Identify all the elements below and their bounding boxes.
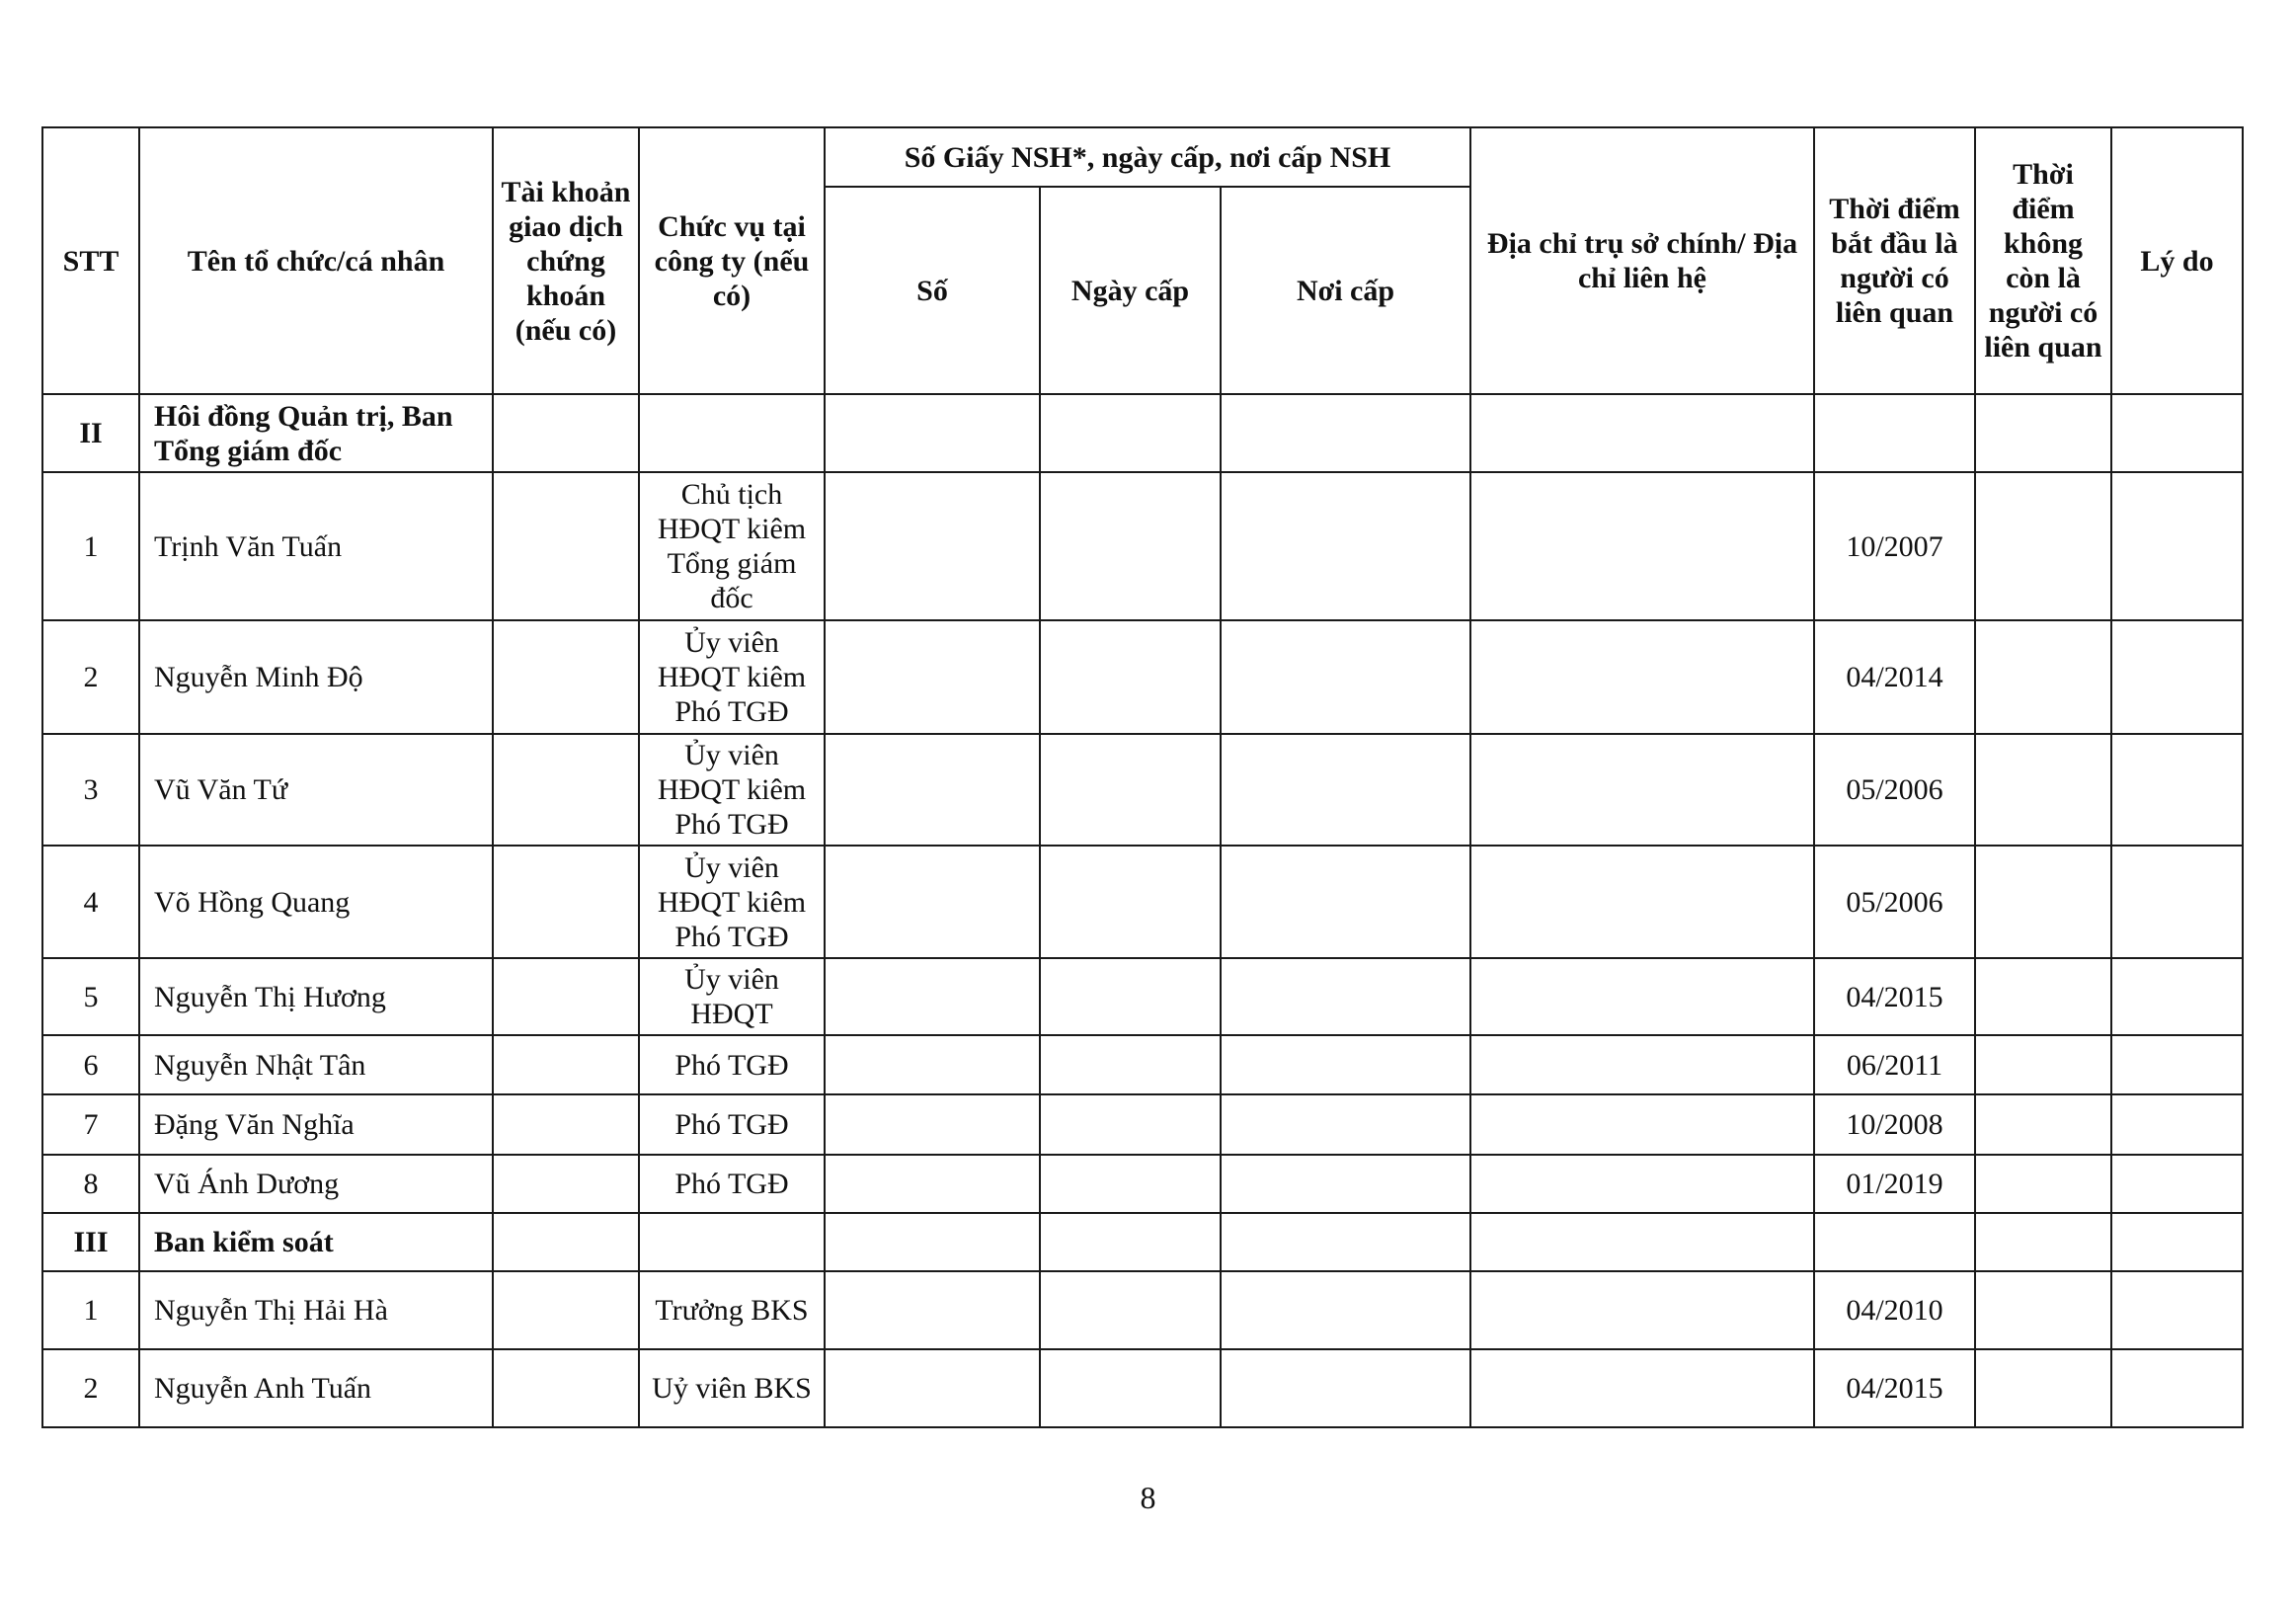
table-row bbox=[42, 734, 2243, 846]
cell-start-time: 01/2019 bbox=[1814, 1155, 1975, 1213]
cell-position: Phó TGĐ bbox=[639, 1094, 825, 1155]
cell-nsh-date bbox=[1040, 620, 1221, 734]
table-row bbox=[42, 1035, 2243, 1094]
cell-address bbox=[1470, 1155, 1814, 1213]
cell-nsh-place bbox=[1221, 394, 1470, 472]
cell-end-time bbox=[1975, 846, 2111, 958]
cell-nsh-date bbox=[1040, 1213, 1221, 1271]
page-number: 8 bbox=[1140, 1480, 1156, 1515]
cell-stt: 7 bbox=[42, 1094, 139, 1155]
cell-reason bbox=[2111, 1349, 2243, 1427]
cell-position: Ủy viên HĐQT bbox=[639, 958, 825, 1035]
header-start-time: Thời điểm bắt đầu là người có liên quan bbox=[1814, 127, 1975, 394]
cell-nsh-date bbox=[1040, 1271, 1221, 1349]
cell-name: Nguyễn Thị Hương bbox=[139, 958, 493, 1035]
cell-nsh-place bbox=[1221, 1349, 1470, 1427]
cell-account bbox=[493, 620, 639, 734]
cell-end-time bbox=[1975, 1271, 2111, 1349]
cell-start-time: 04/2010 bbox=[1814, 1271, 1975, 1349]
cell-reason bbox=[2111, 1155, 2243, 1213]
cell-start-time: 06/2011 bbox=[1814, 1035, 1975, 1094]
cell-account bbox=[493, 1094, 639, 1155]
cell-end-time bbox=[1975, 734, 2111, 846]
cell-address bbox=[1470, 1271, 1814, 1349]
cell-account bbox=[493, 846, 639, 958]
cell-nsh-place bbox=[1221, 620, 1470, 734]
cell-account bbox=[493, 958, 639, 1035]
cell-stt: 5 bbox=[42, 958, 139, 1035]
table-row bbox=[42, 958, 2243, 1035]
cell-nsh-date bbox=[1040, 734, 1221, 846]
cell-end-time bbox=[1975, 1349, 2111, 1427]
cell-account bbox=[493, 1155, 639, 1213]
header-nsh-date: Ngày cấp bbox=[1040, 187, 1221, 394]
cell-reason bbox=[2111, 1271, 2243, 1349]
cell-nsh-place bbox=[1221, 1155, 1470, 1213]
cell-reason bbox=[2111, 846, 2243, 958]
cell-end-time bbox=[1975, 472, 2111, 620]
cell-end-time bbox=[1975, 620, 2111, 734]
cell-name: Hôi đồng Quản trị, Ban Tổng giám đốc bbox=[139, 394, 493, 472]
cell-nsh-number bbox=[825, 1155, 1040, 1213]
header-stt: STT bbox=[42, 127, 139, 394]
cell-stt: 4 bbox=[42, 846, 139, 958]
cell-name: Nguyễn Anh Tuấn bbox=[139, 1349, 493, 1427]
cell-stt: 1 bbox=[42, 472, 139, 620]
cell-address bbox=[1470, 620, 1814, 734]
cell-reason bbox=[2111, 1094, 2243, 1155]
cell-reason bbox=[2111, 734, 2243, 846]
cell-nsh-number bbox=[825, 394, 1040, 472]
cell-nsh-number bbox=[825, 620, 1040, 734]
cell-end-time bbox=[1975, 1155, 2111, 1213]
header-nsh-number: Số bbox=[825, 187, 1040, 394]
cell-start-time: 05/2006 bbox=[1814, 734, 1975, 846]
cell-nsh-number bbox=[825, 1213, 1040, 1271]
cell-end-time bbox=[1975, 1035, 2111, 1094]
cell-account bbox=[493, 472, 639, 620]
header-name: Tên tổ chức/cá nhân bbox=[139, 127, 493, 394]
cell-end-time bbox=[1975, 958, 2111, 1035]
cell-stt: 3 bbox=[42, 734, 139, 846]
cell-start-time bbox=[1814, 1213, 1975, 1271]
table-row bbox=[42, 1349, 2243, 1427]
cell-nsh-place bbox=[1221, 958, 1470, 1035]
cell-account bbox=[493, 394, 639, 472]
cell-reason bbox=[2111, 958, 2243, 1035]
table-row bbox=[42, 620, 2243, 734]
cell-position: Ủy viên HĐQT kiêm Phó TGĐ bbox=[639, 846, 825, 958]
cell-nsh-place bbox=[1221, 1035, 1470, 1094]
cell-name: Vũ Ánh Dương bbox=[139, 1155, 493, 1213]
cell-start-time: 10/2007 bbox=[1814, 472, 1975, 620]
cell-end-time bbox=[1975, 394, 2111, 472]
cell-address bbox=[1470, 394, 1814, 472]
cell-position: Ủy viên HĐQT kiêm Phó TGĐ bbox=[639, 734, 825, 846]
cell-nsh-place bbox=[1221, 1094, 1470, 1155]
cell-nsh-place bbox=[1221, 846, 1470, 958]
table-row bbox=[42, 472, 2243, 620]
cell-address bbox=[1470, 846, 1814, 958]
cell-position: Trưởng BKS bbox=[639, 1271, 825, 1349]
cell-nsh-number bbox=[825, 958, 1040, 1035]
section-row bbox=[42, 394, 2243, 472]
header-nsh-place: Nơi cấp bbox=[1221, 187, 1470, 394]
cell-position: Phó TGĐ bbox=[639, 1155, 825, 1213]
cell-reason bbox=[2111, 394, 2243, 472]
table-row bbox=[42, 1094, 2243, 1155]
cell-nsh-number bbox=[825, 734, 1040, 846]
cell-start-time: 04/2015 bbox=[1814, 1349, 1975, 1427]
cell-nsh-place bbox=[1221, 472, 1470, 620]
table-body bbox=[42, 394, 2243, 1427]
cell-start-time: 04/2014 bbox=[1814, 620, 1975, 734]
cell-nsh-place bbox=[1221, 734, 1470, 846]
cell-nsh-date bbox=[1040, 1035, 1221, 1094]
cell-address bbox=[1470, 472, 1814, 620]
cell-nsh-date bbox=[1040, 1094, 1221, 1155]
cell-nsh-number bbox=[825, 1094, 1040, 1155]
cell-stt: 8 bbox=[42, 1155, 139, 1213]
cell-position: Chủ tịch HĐQT kiêm Tổng giám đốc bbox=[639, 472, 825, 620]
cell-name: Nguyễn Minh Độ bbox=[139, 620, 493, 734]
cell-account bbox=[493, 1271, 639, 1349]
header-position: Chức vụ tại công ty (nếu có) bbox=[639, 127, 825, 394]
cell-end-time bbox=[1975, 1094, 2111, 1155]
cell-position: Ủy viên HĐQT kiêm Phó TGĐ bbox=[639, 620, 825, 734]
cell-stt: 2 bbox=[42, 1349, 139, 1427]
cell-nsh-number bbox=[825, 1035, 1040, 1094]
cell-start-time bbox=[1814, 394, 1975, 472]
table-row bbox=[42, 1271, 2243, 1349]
cell-stt: II bbox=[42, 394, 139, 472]
cell-name: Trịnh Văn Tuấn bbox=[139, 472, 493, 620]
cell-account bbox=[493, 734, 639, 846]
cell-nsh-number bbox=[825, 472, 1040, 620]
cell-nsh-number bbox=[825, 1271, 1040, 1349]
cell-position: Uỷ viên BKS bbox=[639, 1349, 825, 1427]
header-nsh-group: Số Giấy NSH*, ngày cấp, nơi cấp NSH bbox=[825, 127, 1470, 187]
cell-end-time bbox=[1975, 1213, 2111, 1271]
cell-name: Đặng Văn Nghĩa bbox=[139, 1094, 493, 1155]
cell-address bbox=[1470, 1094, 1814, 1155]
cell-address bbox=[1470, 958, 1814, 1035]
cell-account bbox=[493, 1213, 639, 1271]
cell-address bbox=[1470, 734, 1814, 846]
cell-nsh-date bbox=[1040, 1155, 1221, 1213]
table-row bbox=[42, 1155, 2243, 1213]
header-reason: Lý do bbox=[2111, 127, 2243, 394]
header-address: Địa chỉ trụ sở chính/ Địa chỉ liên hệ bbox=[1470, 127, 1814, 394]
cell-nsh-date bbox=[1040, 846, 1221, 958]
cell-nsh-date bbox=[1040, 958, 1221, 1035]
cell-stt: 1 bbox=[42, 1271, 139, 1349]
cell-nsh-date bbox=[1040, 394, 1221, 472]
cell-reason bbox=[2111, 1035, 2243, 1094]
cell-name: Nguyễn Thị Hải Hà bbox=[139, 1271, 493, 1349]
cell-stt: 2 bbox=[42, 620, 139, 734]
cell-address bbox=[1470, 1213, 1814, 1271]
cell-name: Võ Hồng Quang bbox=[139, 846, 493, 958]
cell-nsh-number bbox=[825, 1349, 1040, 1427]
cell-start-time: 10/2008 bbox=[1814, 1094, 1975, 1155]
cell-name: Vũ Văn Tứ bbox=[139, 734, 493, 846]
cell-position: Phó TGĐ bbox=[639, 1035, 825, 1094]
cell-nsh-place bbox=[1221, 1213, 1470, 1271]
cell-reason bbox=[2111, 620, 2243, 734]
header-account: Tài khoản giao dịch chứng khoán (nếu có) bbox=[493, 127, 639, 394]
cell-nsh-place bbox=[1221, 1271, 1470, 1349]
cell-reason bbox=[2111, 1213, 2243, 1271]
cell-start-time: 04/2015 bbox=[1814, 958, 1975, 1035]
cell-nsh-date bbox=[1040, 472, 1221, 620]
table-row bbox=[42, 846, 2243, 958]
header-end-time: Thời điểm không còn là người có liên quan bbox=[1975, 127, 2111, 394]
cell-stt: 6 bbox=[42, 1035, 139, 1094]
cell-position bbox=[639, 394, 825, 472]
cell-name: Nguyễn Nhật Tân bbox=[139, 1035, 493, 1094]
cell-nsh-date bbox=[1040, 1349, 1221, 1427]
cell-reason bbox=[2111, 472, 2243, 620]
cell-address bbox=[1470, 1035, 1814, 1094]
cell-start-time: 05/2006 bbox=[1814, 846, 1975, 958]
cell-account bbox=[493, 1349, 639, 1427]
section-row bbox=[42, 1213, 2243, 1271]
cell-name: Ban kiểm soát bbox=[139, 1213, 493, 1271]
cell-stt: III bbox=[42, 1213, 139, 1271]
cell-address bbox=[1470, 1349, 1814, 1427]
cell-account bbox=[493, 1035, 639, 1094]
cell-position bbox=[639, 1213, 825, 1271]
cell-nsh-number bbox=[825, 846, 1040, 958]
related-persons-table bbox=[41, 126, 2244, 1428]
